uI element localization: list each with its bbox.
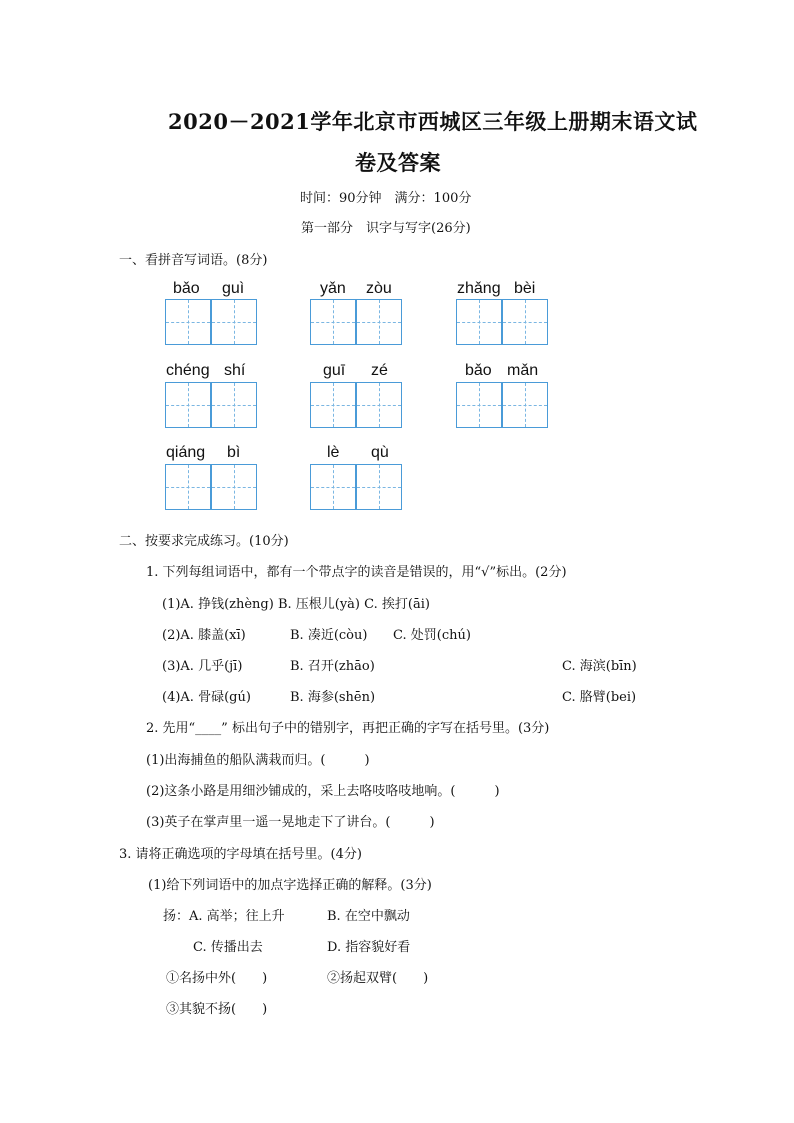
- writing-box[interactable]: [456, 382, 502, 428]
- q3-item-2: ②扬起双臂( ): [327, 971, 429, 986]
- writing-box[interactable]: [356, 299, 402, 345]
- writing-box[interactable]: [502, 299, 548, 345]
- q2-sentence-2: (2)这条小路是用细沙铺成的，采上去咯吱咯吱地响。( ): [146, 784, 500, 799]
- pinyin-label: bǎo: [465, 362, 492, 379]
- writing-box[interactable]: [165, 382, 211, 428]
- pinyin-label: qù: [371, 444, 389, 461]
- writing-box[interactable]: [211, 382, 257, 428]
- q1-row-2-a: (2)A. 膝盖(xī): [162, 628, 246, 643]
- pinyin-label: bèi: [514, 280, 536, 297]
- q1-row-2-b: B. 凑近(còu): [290, 628, 368, 643]
- pinyin-label: zòu: [366, 280, 392, 297]
- q3-option-d: D. 指容貌好看: [327, 940, 411, 955]
- q1-row-1: (1)A. 挣钱(zhèng) B. 压根儿(yà) C. 挨打(āi): [162, 597, 430, 612]
- writing-box[interactable]: [310, 382, 356, 428]
- writing-box[interactable]: [356, 382, 402, 428]
- writing-box[interactable]: [165, 464, 211, 510]
- q3-item-3: ③其貌不扬( ): [166, 1002, 268, 1017]
- section1-heading: 一、看拼音写词语。(8分): [119, 253, 268, 268]
- q1-row-3-a: (3)A. 几乎(jī): [162, 659, 243, 674]
- q2-sentence-1: (1)出海捕鱼的船队满栽而归。( ): [146, 753, 370, 768]
- q1-row-4-a: (4)A. 骨碌(gú): [162, 690, 251, 705]
- pinyin-label: shí: [224, 362, 246, 379]
- q3-option-a: 扬：A. 高举；往上升: [163, 909, 285, 924]
- exam-meta: 时间：90分钟 满分：100分: [300, 191, 472, 206]
- q3-item-1: ①名扬中外( ): [166, 971, 268, 986]
- writing-box[interactable]: [356, 464, 402, 510]
- question-1-stem: 1. 下列每组词语中，都有一个带点字的读音是错误的，用“√”标出。(2分): [146, 565, 567, 580]
- pinyin-label: guī: [323, 362, 346, 379]
- q3-option-b: B. 在空中飘动: [327, 909, 410, 924]
- pinyin-label: mǎn: [507, 362, 539, 379]
- pinyin-label: bì: [227, 444, 241, 461]
- q1-row-4-b: B. 海参(shēn): [290, 690, 376, 705]
- writing-box[interactable]: [310, 299, 356, 345]
- pinyin-label: lè: [327, 444, 340, 461]
- writing-box[interactable]: [211, 299, 257, 345]
- writing-box[interactable]: [502, 382, 548, 428]
- pinyin-label: guì: [222, 280, 245, 297]
- pinyin-label: yǎn: [320, 280, 346, 297]
- writing-box[interactable]: [165, 299, 211, 345]
- question-2-stem: 2. 先用“____” 标出句子中的错别字，再把正确的字写在括号里。(3分): [146, 721, 550, 736]
- pinyin-label: bǎo: [173, 280, 200, 297]
- page-title-line2: 卷及答案: [355, 150, 441, 175]
- q1-row-2-c: C. 处罚(chú): [393, 628, 471, 643]
- question-3-stem: 3. 请将正确选项的字母填在括号里。(4分): [119, 847, 362, 862]
- pinyin-label: chéng: [166, 362, 210, 379]
- part-heading: 第一部分 识字与写字(26分): [301, 221, 471, 236]
- page-title-line1: 2020－2021学年北京市西城区三年级上册期末语文试: [168, 109, 698, 134]
- writing-box[interactable]: [310, 464, 356, 510]
- q1-row-4-c: C. 胳臂(bei): [562, 690, 637, 705]
- pinyin-label: qiáng: [166, 444, 206, 461]
- q2-sentence-3: (3)英子在掌声里一遥一晃地走下了讲台。( ): [146, 815, 435, 830]
- q3-option-c: C. 传播出去: [193, 940, 263, 955]
- pinyin-label: zhǎng: [457, 280, 501, 297]
- q1-row-3-b: B. 召开(zhāo): [290, 659, 375, 674]
- writing-box[interactable]: [211, 464, 257, 510]
- writing-box[interactable]: [456, 299, 502, 345]
- pinyin-label: zé: [371, 362, 388, 379]
- q1-row-3-c: C. 海滨(bīn): [562, 659, 637, 674]
- q3-sub-1: (1)给下列词语中的加点字选择正确的解释。(3分): [148, 878, 432, 893]
- section2-heading: 二、按要求完成练习。(10分): [119, 534, 289, 549]
